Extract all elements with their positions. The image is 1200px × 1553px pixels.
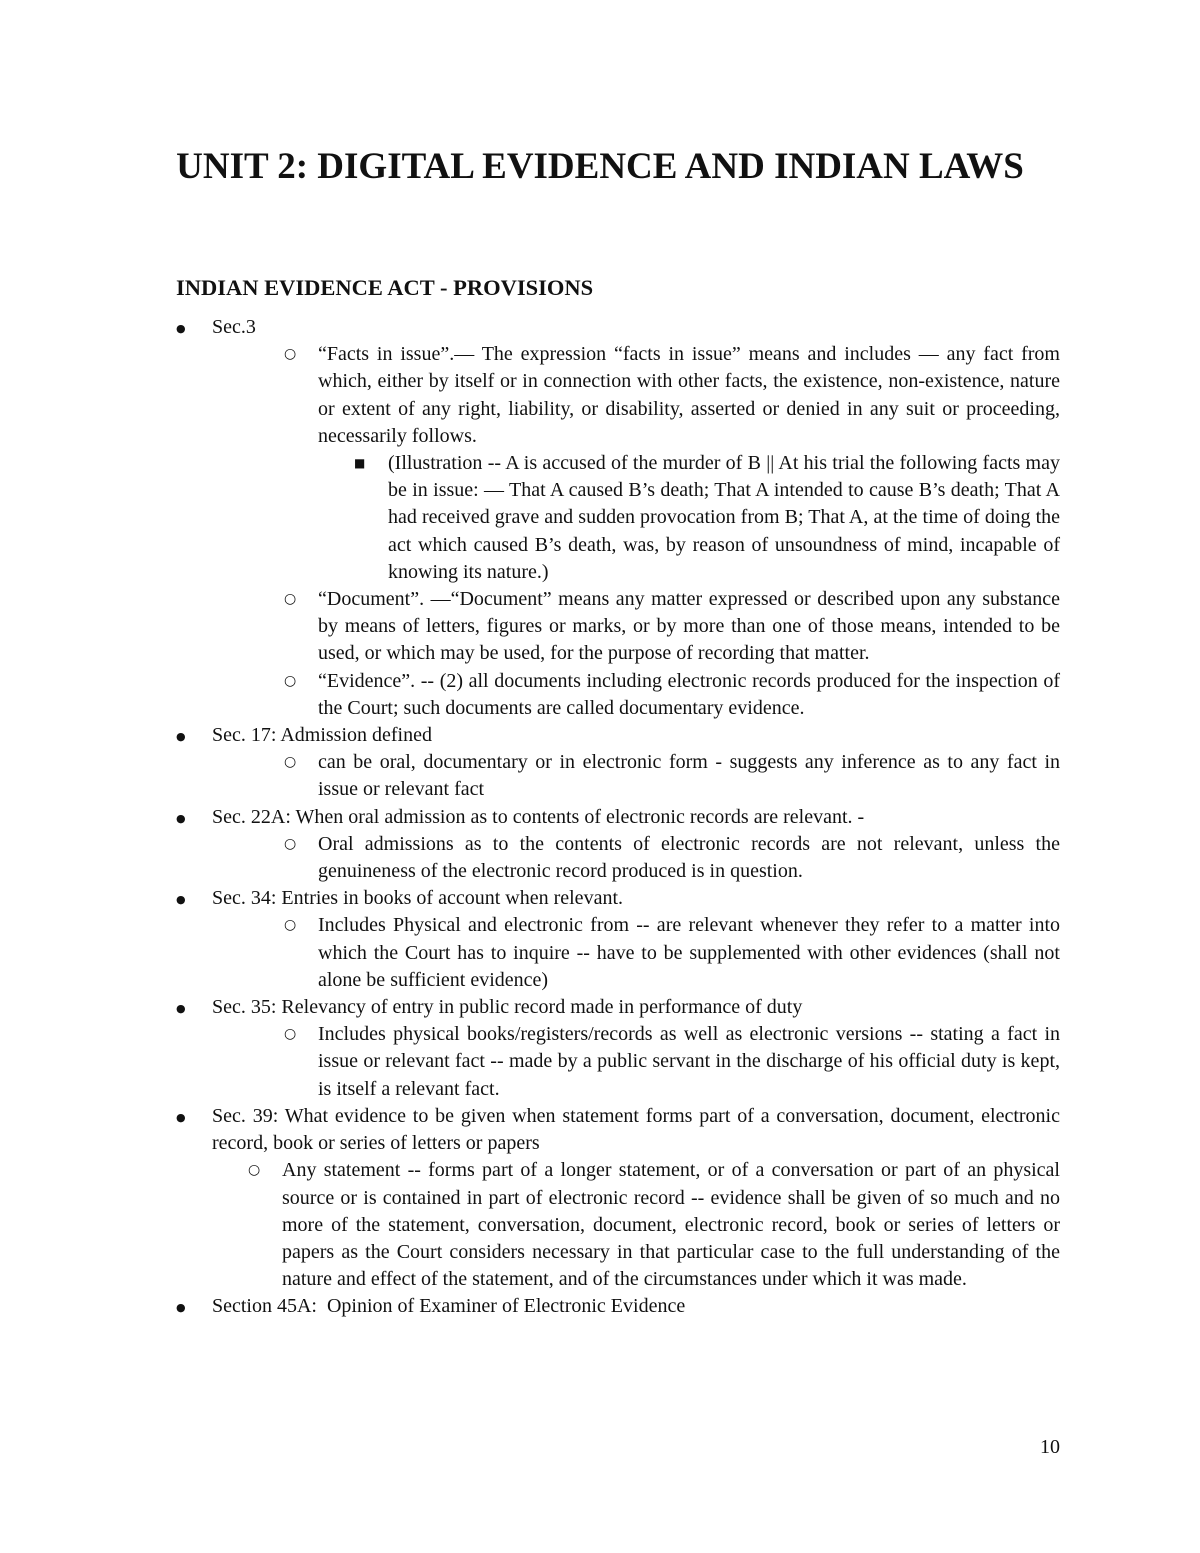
bullet-icon: ●: [176, 893, 186, 907]
bullet-icon: ●: [176, 730, 186, 744]
item-text: Sec. 39: What evidence to be given when statement forms part of a conversation, document, electronic record, book or series of letters or papers: [212, 1104, 1060, 1155]
list-item: [176, 1293, 1060, 1320]
sub-list-item: [176, 1157, 1060, 1293]
sublist: [212, 749, 1060, 803]
sub-list-item: [212, 1021, 1060, 1103]
item-text: Sec. 34: Entries in books of account when relevant.: [212, 887, 623, 910]
sub-list-item: [212, 668, 1060, 722]
sub-item-text: “Facts in issue”.— The expression “facts in issue” means and includes — any fact from which, either by itself or in connection with other facts, the existence, non-existence, nature or extent of any right, liability, or disability, asserted or denied in any suit or proceeding, necessarily follows.: [318, 343, 1060, 447]
item-text: Sec. 17: Admission defined: [212, 724, 432, 747]
sub-list-item: [212, 831, 1060, 885]
item-text: Section 45A: Opinion of Examiner of Electronic Evidence: [212, 1295, 686, 1318]
sub-list-item: [212, 912, 1060, 994]
sub-sub-item-text: (Illustration -- A is accused of the murder of B || At his trial the following facts may be in issue: — That A caused B’s death; That A intended to cause B’s death; That A had received grave and sudden provocation from B; That A, at the time of doing the act which caused B’s death, was, by reason of unsoundness of mind, incapable of knowing its nature.): [388, 452, 1060, 583]
section-heading: INDIAN EVIDENCE ACT - PROVISIONS: [176, 275, 594, 300]
circle-bullet-icon: ○: [284, 754, 297, 771]
sub-item-text: Oral admissions as to the contents of electronic records are not relevant, unless the genuineness of the electronic record produced is in question.: [318, 832, 1060, 883]
item-text: Sec. 22A: When oral admission as to contents of electronic records are relevant. -: [212, 805, 865, 828]
sub-item-text: Any statement -- forms part of a longer statement, or of a conversation or part of an physical source or is contained in part of electronic record -- evidence shall be given of so much and no more of the statement, conversation, document, electronic record, book or series of letters or papers as the Court considers necessary in that particular case to the full understanding of the nature and effect of the statement, and of the circumstances under which it was made.: [282, 1159, 1060, 1291]
circle-bullet-icon: ○: [284, 1026, 297, 1043]
sub-list-item: [212, 341, 1060, 586]
sub-item-text: “Document”. —“Document” means any matter expressed or described upon any substance by means of letters, figures or marks, or by more than one of those means, intended to be used, or which may be used, for the purpose of recording that matter.: [318, 588, 1060, 665]
list-item: [176, 314, 1060, 722]
sublist: [212, 341, 1060, 722]
list-item: [176, 804, 1060, 886]
sub-sublist: [212, 450, 1060, 586]
item-text: Sec. 35: Relevancy of entry in public record made in performance of duty: [212, 996, 803, 1019]
circle-bullet-icon: ○: [248, 1162, 261, 1179]
list-item: [176, 1103, 1060, 1293]
list-item: [176, 722, 1060, 804]
list-item: [176, 885, 1060, 994]
sub-item-text: Includes physical books/registers/records as well as electronic versions -- stating a fact in issue or relevant fact -- made by a public servant in the discharge of his official duty is kept, is itself a relevant fact.: [318, 1023, 1060, 1100]
bullet-icon: ●: [176, 1002, 186, 1016]
bullet-icon: ●: [176, 322, 186, 335]
sub-item-text: “Evidence”. -- (2) all documents including electronic records produced for the inspection of the Court; such documents are called documentary evidence.: [318, 669, 1060, 719]
sublist: [176, 1157, 1060, 1293]
circle-bullet-icon: ○: [284, 672, 297, 689]
provisions-list-container: [176, 314, 1060, 1321]
sublist: [212, 1021, 1060, 1103]
sublist: [212, 912, 1060, 994]
circle-bullet-icon: ○: [284, 346, 297, 363]
item-text: Sec.3: [212, 316, 256, 338]
square-bullet-icon: ■: [354, 456, 366, 471]
circle-bullet-icon: ○: [284, 591, 297, 608]
sub-list-item: [212, 586, 1060, 668]
sub-item-text: Includes Physical and electronic from -- are relevant whenever they refer to a matter into which the Court has to inquire -- have to be supplemented with other evidences (shall not alone be sufficient evidence): [318, 914, 1060, 991]
document-title: UNIT 2: DIGITAL EVIDENCE AND INDIAN LAWS: [176, 146, 1024, 187]
circle-bullet-icon: ○: [284, 917, 297, 934]
sub-sub-list-item: [212, 450, 1060, 586]
sub-list-item: [212, 749, 1060, 803]
page-number: 10: [1040, 1436, 1060, 1458]
bullet-icon: ●: [176, 1301, 186, 1315]
circle-bullet-icon: ○: [284, 835, 297, 852]
sub-item-text: can be oral, documentary or in electronic form - suggests any inference as to any fact in issue or relevant fact: [318, 751, 1060, 801]
list-item: [176, 994, 1060, 1103]
sublist: [212, 831, 1060, 885]
provisions-list: [176, 314, 1060, 1321]
bullet-icon: ●: [176, 1110, 186, 1124]
bullet-icon: ●: [176, 811, 186, 825]
